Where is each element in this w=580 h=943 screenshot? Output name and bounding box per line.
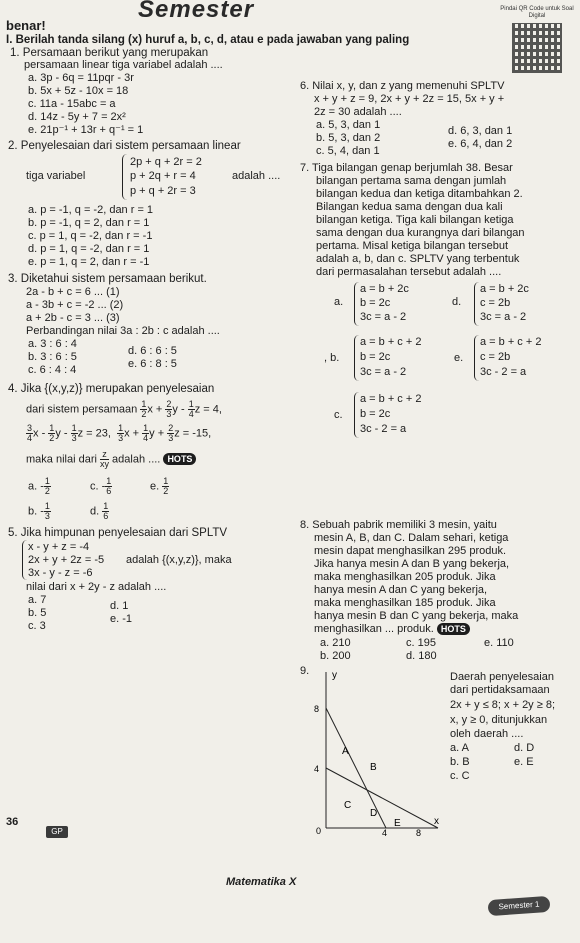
- q7-line9: dari permasalahan tersebut adalah ....: [316, 266, 502, 278]
- q9-region-a: A: [342, 746, 349, 757]
- q4-option-d[interactable]: d. $\frac{1}{6}$: [90, 501, 109, 521]
- q8-line8: hanya mesin B dan C yang bekerja, maka: [314, 610, 519, 622]
- q2-option-a[interactable]: a. p = -1, q = -2, dan r = 1: [28, 204, 154, 216]
- q9-option-c[interactable]: c. C: [450, 770, 470, 782]
- q9-region-d: D: [370, 808, 378, 819]
- q3-eq1: 2a - b + c = 6 ... (1): [26, 286, 120, 298]
- q7-line5: bilangan ketiga. Tiga kali bilangan ketiga: [316, 214, 514, 226]
- q1-option-c[interactable]: c. 11a - 15abc = a: [28, 98, 116, 110]
- q6-option-d[interactable]: d. 6, 3, dan 1: [448, 125, 513, 137]
- q2-stem: 2. Penyelesaian dari sistem persamaan linear: [8, 140, 241, 152]
- q3-option-e[interactable]: e. 6 : 8 : 5: [128, 358, 177, 370]
- q4-eq1-rest: = 4,: [203, 403, 222, 416]
- q2-eq3: p + q + 2r = 3: [130, 185, 196, 197]
- q5-option-e[interactable]: e. -1: [110, 613, 133, 625]
- gp-badge: GP: [46, 826, 68, 838]
- q6-option-c[interactable]: c. 5, 4, dan 1: [316, 145, 380, 157]
- qr-code-box[interactable]: [498, 6, 576, 86]
- q5-adalah: adalah {(x,y,z)}, maka: [126, 554, 232, 566]
- q3-option-c[interactable]: c. 6 : 4 : 4: [28, 364, 77, 376]
- q2-eq1: 2p + q + 2r = 2: [130, 156, 202, 168]
- q9-origin: 0: [316, 826, 322, 836]
- q5-eq3: 3x - y - z = -6: [28, 567, 93, 579]
- instruction: I. Berilah tanda silang (x) huruf a, b, c, d, atau e pada jawaban yang paling: [6, 34, 410, 46]
- q7-c-eq3: 3c - 2 = a: [360, 423, 407, 435]
- q2-tiga: tiga variabel: [26, 170, 86, 182]
- q4-ask: maka nilai dari: [26, 453, 97, 466]
- q4-stem: 4. Jika {(x,y,z)} merupakan penyelesaian: [8, 383, 215, 395]
- q7-line2: bilangan pertama sama dengan jumlah: [316, 175, 507, 187]
- q9-tick-x4: 4: [382, 828, 388, 836]
- q3-option-d[interactable]: d. 6 : 6 : 5: [128, 345, 177, 357]
- q8-line2: mesin A, B, dan C. Dalam sehari, ketiga: [314, 532, 509, 544]
- q9-graph: [306, 666, 446, 836]
- q5-option-a[interactable]: a. 7: [28, 594, 47, 606]
- q4-option-b[interactable]: b. - $\frac{1}{3}$: [28, 501, 50, 521]
- q1-stem2: persamaan linear tiga variabel adalah ....: [24, 59, 223, 71]
- q7-line3: bilangan kedua dan ketiga ditambahkan 2.: [316, 188, 523, 200]
- q1-option-b[interactable]: b. 5x + 5z - 10x = 18: [28, 85, 129, 97]
- q7-a-eq1: a = b + 2c: [360, 283, 409, 295]
- q5-eq1: x - y + z = -4: [28, 541, 90, 553]
- q7-b-eq3: 3c = a - 2: [360, 366, 407, 378]
- q9-option-b[interactable]: b. B: [450, 756, 470, 768]
- q9-num: 9.: [300, 665, 310, 677]
- q6-option-b[interactable]: b. 5, 3, dan 2: [316, 132, 381, 144]
- q5-option-b[interactable]: b. 5: [28, 607, 47, 619]
- q8-hots-badge: HOTS: [437, 623, 470, 635]
- q7-e-eq2: c = 2b: [480, 351, 511, 363]
- q7-d-eq2: c = 2b: [480, 297, 511, 309]
- q8-line9-row: [314, 623, 470, 636]
- q8-option-a[interactable]: a. 210: [320, 637, 351, 649]
- q8-line1: 8. Sebuah pabrik memiliki 3 mesin, yaitu: [300, 519, 497, 531]
- q3-option-a[interactable]: a. 3 : 6 : 4: [28, 338, 77, 350]
- q7-b-eq1: a = b + c + 2: [360, 336, 422, 348]
- q9-axis-y-label: y: [332, 670, 337, 681]
- q9-option-d[interactable]: d. D: [514, 742, 535, 754]
- q3-option-b[interactable]: b. 3 : 6 : 5: [28, 351, 77, 363]
- q8-option-b[interactable]: b. 200: [320, 650, 351, 662]
- q5-brace: [22, 540, 27, 580]
- q8-line6: hanya mesin A dan C yang bekerja,: [314, 584, 488, 596]
- q6-eqs: x + y + z = 9, 2x + y + 2z = 15, 5x + y +: [314, 93, 505, 105]
- q8-line3: mesin dapat menghasilkan 295 produk.: [314, 545, 507, 557]
- q5-option-d[interactable]: d. 1: [110, 600, 129, 612]
- q7-a-eq2: b = 2c: [360, 297, 391, 309]
- q8-line5: maka menghasilkan 205 produk. Jika: [314, 571, 496, 583]
- q9-axis-x-label: x: [434, 816, 439, 827]
- q7-c-eq2: b = 2c: [360, 408, 391, 420]
- q8-line7: maka menghasilkan 185 produk. Jika: [314, 597, 496, 609]
- q5-option-c[interactable]: c. 3: [28, 620, 46, 632]
- q9-line2: dari pertidaksamaan: [450, 684, 550, 696]
- q9-line1: Daerah penyelesaian: [450, 671, 554, 683]
- q4-ask2: adalah ....: [112, 453, 161, 466]
- q7-d-eq3: 3c = a - 2: [480, 311, 527, 323]
- q7-option-a-label[interactable]: a.: [334, 296, 344, 308]
- q2-eq2: p + 2q + r = 4: [130, 170, 196, 182]
- qr-label: Pindai QR Code untuk Soal Digital: [500, 6, 574, 19]
- q8-line4: Jika hanya mesin A dan B yang bekerja,: [314, 558, 510, 570]
- q7-e-eq3: 3c - 2 = a: [480, 366, 527, 378]
- q5-eq2: 2x + y + 2z = -5: [28, 554, 105, 566]
- q2-option-c[interactable]: c. p = 1, q = -2, dan r = -1: [28, 230, 153, 242]
- q6-option-e[interactable]: e. 6, 4, dan 2: [448, 138, 513, 150]
- q9-tick-y8: 8: [314, 704, 320, 714]
- q7-line7: pertama. Misal ketiga bilangan tersebut: [316, 240, 508, 252]
- q2-brace: [122, 154, 127, 200]
- qr-code-icon: [512, 23, 562, 73]
- q9-line3: 2x + y ≤ 8; x + 2y ≥ 8;: [450, 699, 556, 711]
- q2-adalah: adalah ....: [232, 170, 281, 182]
- subject-footer: Matematika X: [226, 876, 297, 888]
- q7-option-d-label[interactable]: d.: [452, 296, 462, 308]
- q9-tick-y4: 4: [314, 764, 320, 774]
- q4-eq2-rest: = 23,: [86, 427, 111, 440]
- semester-badge: Semester 1: [488, 896, 551, 916]
- q7-a-eq3: 3c = a - 2: [360, 311, 407, 323]
- q1-stem: 1. Persamaan berikut yang merupakan: [10, 47, 209, 59]
- q8-line9: menghasilkan ... produk.: [314, 623, 434, 635]
- q7-a-brace: [354, 282, 359, 326]
- q2-option-e[interactable]: e. p = 1, q = 2, dan r = -1: [28, 256, 150, 268]
- q7-line4: Bilangan kedua sama dengan dua kali: [316, 201, 503, 213]
- q3-stem: 3. Diketahui sistem persamaan berikut.: [8, 273, 207, 285]
- q6-option-a[interactable]: a. 5, 3, dan 1: [316, 119, 381, 131]
- q4-hots-badge: HOTS: [163, 453, 196, 465]
- q7-line8: adalah a, b, dan c. SPLTV yang terbentuk: [316, 253, 520, 265]
- q7-b-brace: [354, 335, 359, 381]
- page-number: 36: [6, 816, 19, 828]
- semester-title: Semester: [138, 0, 255, 23]
- q4-line2: dari sistem persamaan $\frac{1}{2}$ x + $\frac{2}{3}$ y - $\frac{1}{4}$ z = 4,: [26, 399, 222, 419]
- q2-option-d[interactable]: d. p = 1, q = -2, dan r = 1: [28, 243, 150, 255]
- q9-option-a[interactable]: a. A: [450, 742, 469, 754]
- q8-option-d[interactable]: d. 180: [406, 650, 437, 662]
- q4-option-e[interactable]: e. $\frac{1}{2}$: [150, 476, 169, 496]
- q4-option-a[interactable]: a. - $\frac{1}{2}$: [28, 476, 50, 496]
- q9-line5: oleh daerah ....: [450, 728, 524, 740]
- q9-tick-x8: 8: [416, 828, 422, 836]
- q4-eq-row2: $\frac{3}{4}$ x - $\frac{1}{2}$ y - $\frac{1}{3}$ z = 23, $\frac{1}{3}$ x + $\frac{1}{4}$ y + $\frac{2}{3}$ z = -15,: [27, 423, 212, 443]
- q1-option-a[interactable]: a. 3p - 6q = 11pqr - 3r: [28, 72, 134, 84]
- q4-ask-row: maka nilai dari $\frac{z}{xy}$ adalah .... HOTS: [26, 450, 196, 469]
- q6-stem: 6. Nilai x, y, dan z yang memenuhi SPLTV: [300, 80, 505, 92]
- q9-region-b: B: [370, 762, 377, 773]
- q7-option-b-label[interactable]: , b.: [324, 352, 340, 364]
- q7-d-eq1: a = b + 2c: [480, 283, 529, 295]
- benar-text: benar!: [6, 18, 46, 33]
- q8-option-e[interactable]: e. 110: [484, 637, 514, 649]
- q7-d-brace: [474, 282, 479, 326]
- q3-eq2: a - 3b + c = -2 ... (2): [26, 299, 124, 311]
- q6-eqs2: 2z = 30 adalah ....: [314, 106, 402, 118]
- q2-option-b[interactable]: b. p = -1, q = 2, dan r = 1: [28, 217, 150, 229]
- q1-option-d[interactable]: d. 14z - 5y + 7 = 2x²: [28, 111, 126, 123]
- q4-option-c[interactable]: c. - $\frac{1}{6}$: [90, 476, 112, 496]
- q5-stem: 5. Jika himpunan penyelesaian dari SPLTV: [8, 527, 228, 539]
- q3-eq3: a + 2b - c = 3 ... (3): [26, 312, 120, 324]
- page-header: [0, 0, 580, 33]
- q7-option-e-label[interactable]: e.: [454, 352, 464, 364]
- q8-option-c[interactable]: c. 195: [406, 637, 436, 649]
- q7-option-c-label[interactable]: c.: [334, 409, 343, 421]
- q3-ask: Perbandingan nilai 3a : 2b : c adalah ....: [26, 325, 220, 337]
- q7-e-eq1: a = b + c + 2: [480, 336, 542, 348]
- q1-option-e[interactable]: e. 21p⁻¹ + 13r + q⁻¹ = 1: [28, 124, 144, 136]
- q5-ask: nilai dari x + 2y - z adalah ....: [26, 581, 167, 593]
- q7-b-eq2: b = 2c: [360, 351, 391, 363]
- q9-line4: x, y ≥ 0, ditunjukkan: [450, 714, 548, 726]
- q4-eq3-rest: = -15,: [182, 427, 212, 440]
- q4-line2-text: dari sistem persamaan: [26, 403, 138, 416]
- q7-line6: sama dengan dua kurangnya dari bilangan: [316, 227, 525, 239]
- q7-c-brace: [354, 392, 359, 438]
- q9-region-e: E: [394, 818, 401, 829]
- q7-line1: 7. Tiga bilangan genap berjumlah 38. Besar: [300, 162, 513, 174]
- q9-region-c: C: [344, 800, 352, 811]
- q7-c-eq1: a = b + c + 2: [360, 393, 422, 405]
- q9-option-e[interactable]: e. E: [514, 756, 534, 768]
- q7-e-brace: [474, 335, 479, 381]
